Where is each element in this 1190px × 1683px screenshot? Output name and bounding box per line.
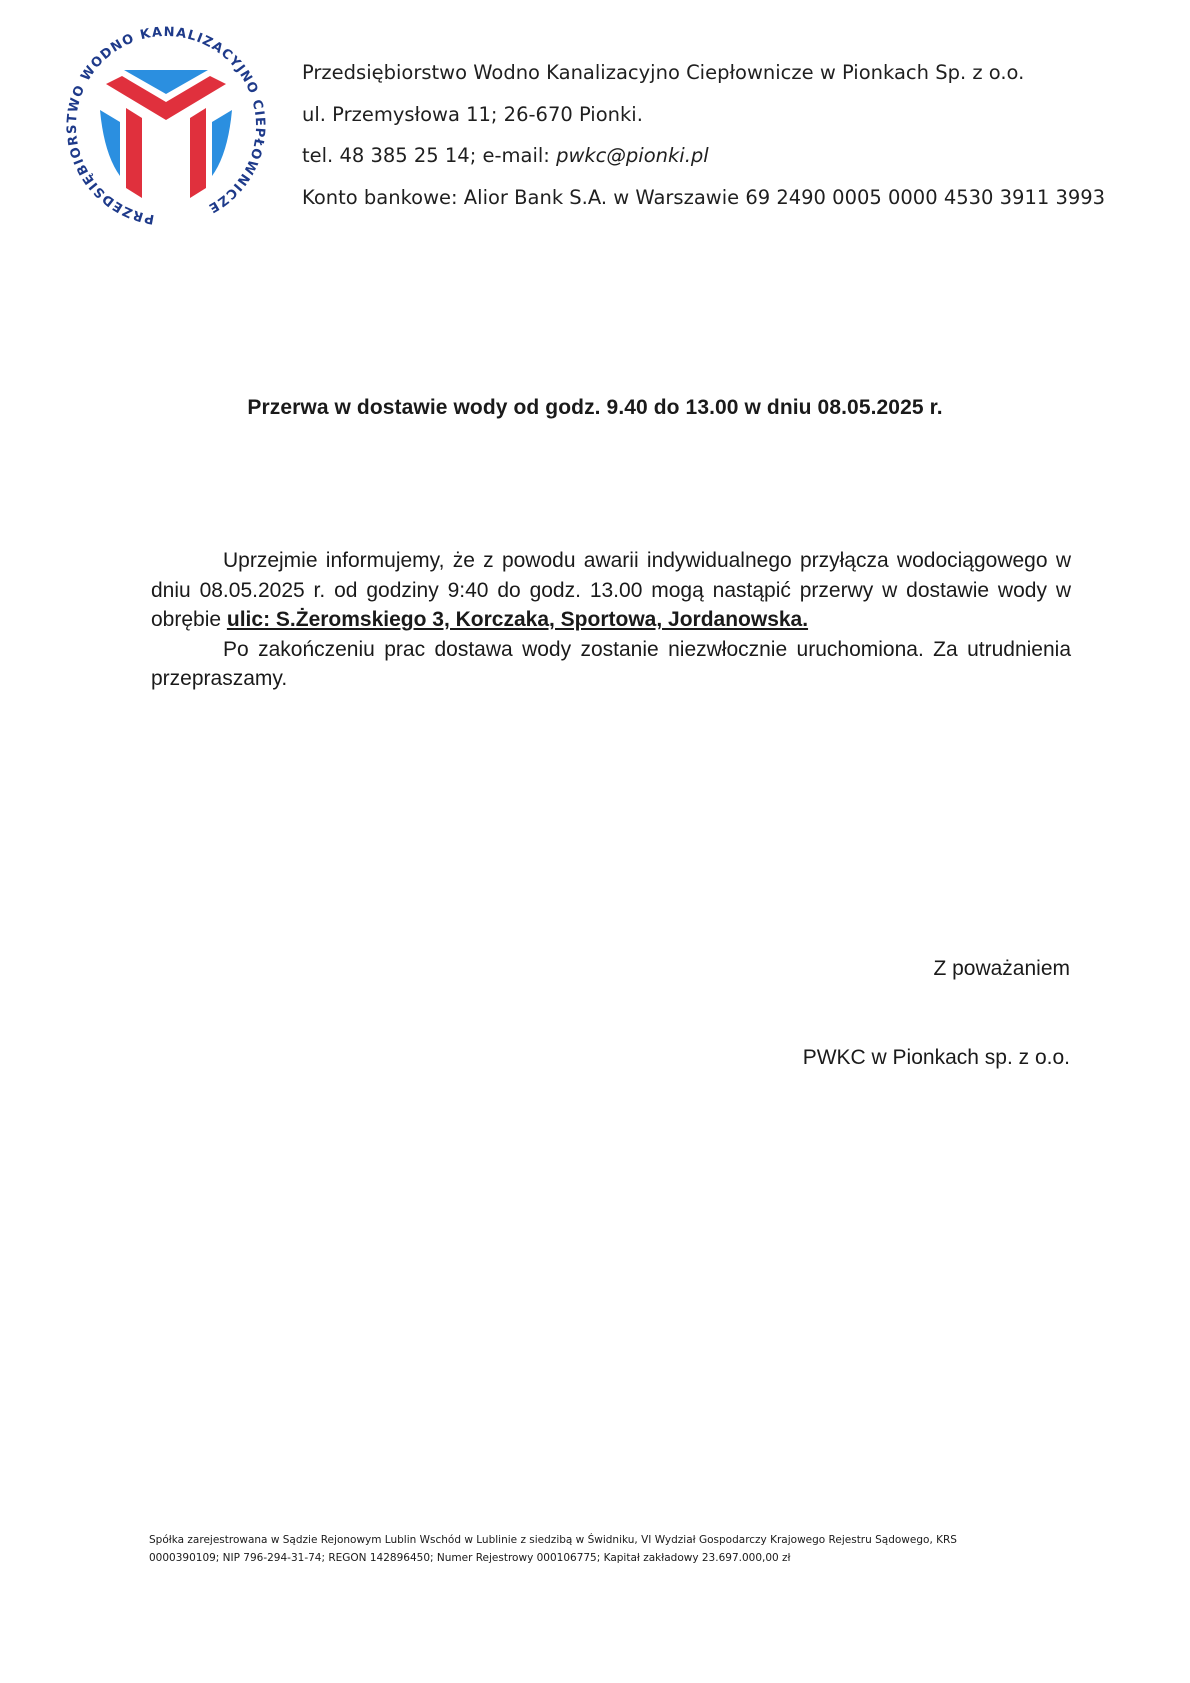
company-address: ul. Przemysłowa 11; 26-670 Pionki. bbox=[302, 102, 643, 126]
paragraph-1-text: Uprzejmie informujemy, że z powodu awarii indywidualnego przyłącza wodociągowego w dniu 08.05.2025 r. od godziny 9:40 do godz. 13.00 mogą nastąpić przerwy w dostawie wody w obrębie bbox=[151, 549, 1071, 631]
company-contact bbox=[302, 141, 1105, 183]
signature: PWKC w Pionkach sp. z o.o. bbox=[802, 1046, 1070, 1069]
affected-streets: ulic: S.Żeromskiego 3, Korczaka, Sportowa, Jordanowska. bbox=[226, 608, 809, 631]
logo-blue-left bbox=[100, 110, 120, 176]
notice-headline: Przerwa w dostawie wody od godz. 9.40 do 13.00 w dniu 08.05.2025 r. bbox=[247, 396, 943, 419]
company-name: Przedsiębiorstwo Wodno Kanalizacyjno Ciepłownicze w Pionkach Sp. z o.o. bbox=[302, 61, 1025, 84]
bank-account: Konto bankowe: Alior Bank S.A. w Warszawie 69 2490 0005 0000 4530 3911 3993 bbox=[302, 185, 1106, 209]
email-link[interactable]: pwkc@pionki.pl bbox=[556, 144, 709, 167]
footer-registration bbox=[149, 1531, 1049, 1567]
phone-text: tel. 48 385 25 14; e-mail: bbox=[302, 144, 557, 167]
footer-line-2: 0000390109; NIP 796-294-31-74; REGON 142896450; Numer Rejestrowy 000106775; Kapitał zakładowy 23.697.000,00 zł bbox=[149, 1552, 791, 1564]
company-header bbox=[302, 58, 1105, 224]
notice-paragraph-2: Po zakończeniu prac dostawa wody zostanie niezwłocznie uruchomiona. Za utrudnienia przepraszamy. bbox=[151, 637, 1071, 690]
closing-regards: Z poważaniem bbox=[933, 957, 1070, 980]
logo-red-right bbox=[190, 108, 206, 198]
notice-paragraph-1 bbox=[151, 546, 1071, 635]
company-logo bbox=[66, 26, 266, 226]
notice-body bbox=[151, 546, 1071, 694]
logo-blue-right bbox=[212, 110, 232, 176]
logo-red-left bbox=[126, 108, 142, 198]
footer-line-1: Spółka zarejestrowana w Sądzie Rejonowym Lublin Wschód w Lublinie z siedzibą w Świdniku, VI Wydział Gospodarczy Krajowego Rejestru Sądowego, KRS bbox=[149, 1534, 957, 1546]
logo-ring-text: PRZEDSIĘBIORSTWO WODNO KANALIZACYJNO CIEPŁOWNICZE bbox=[66, 26, 266, 226]
